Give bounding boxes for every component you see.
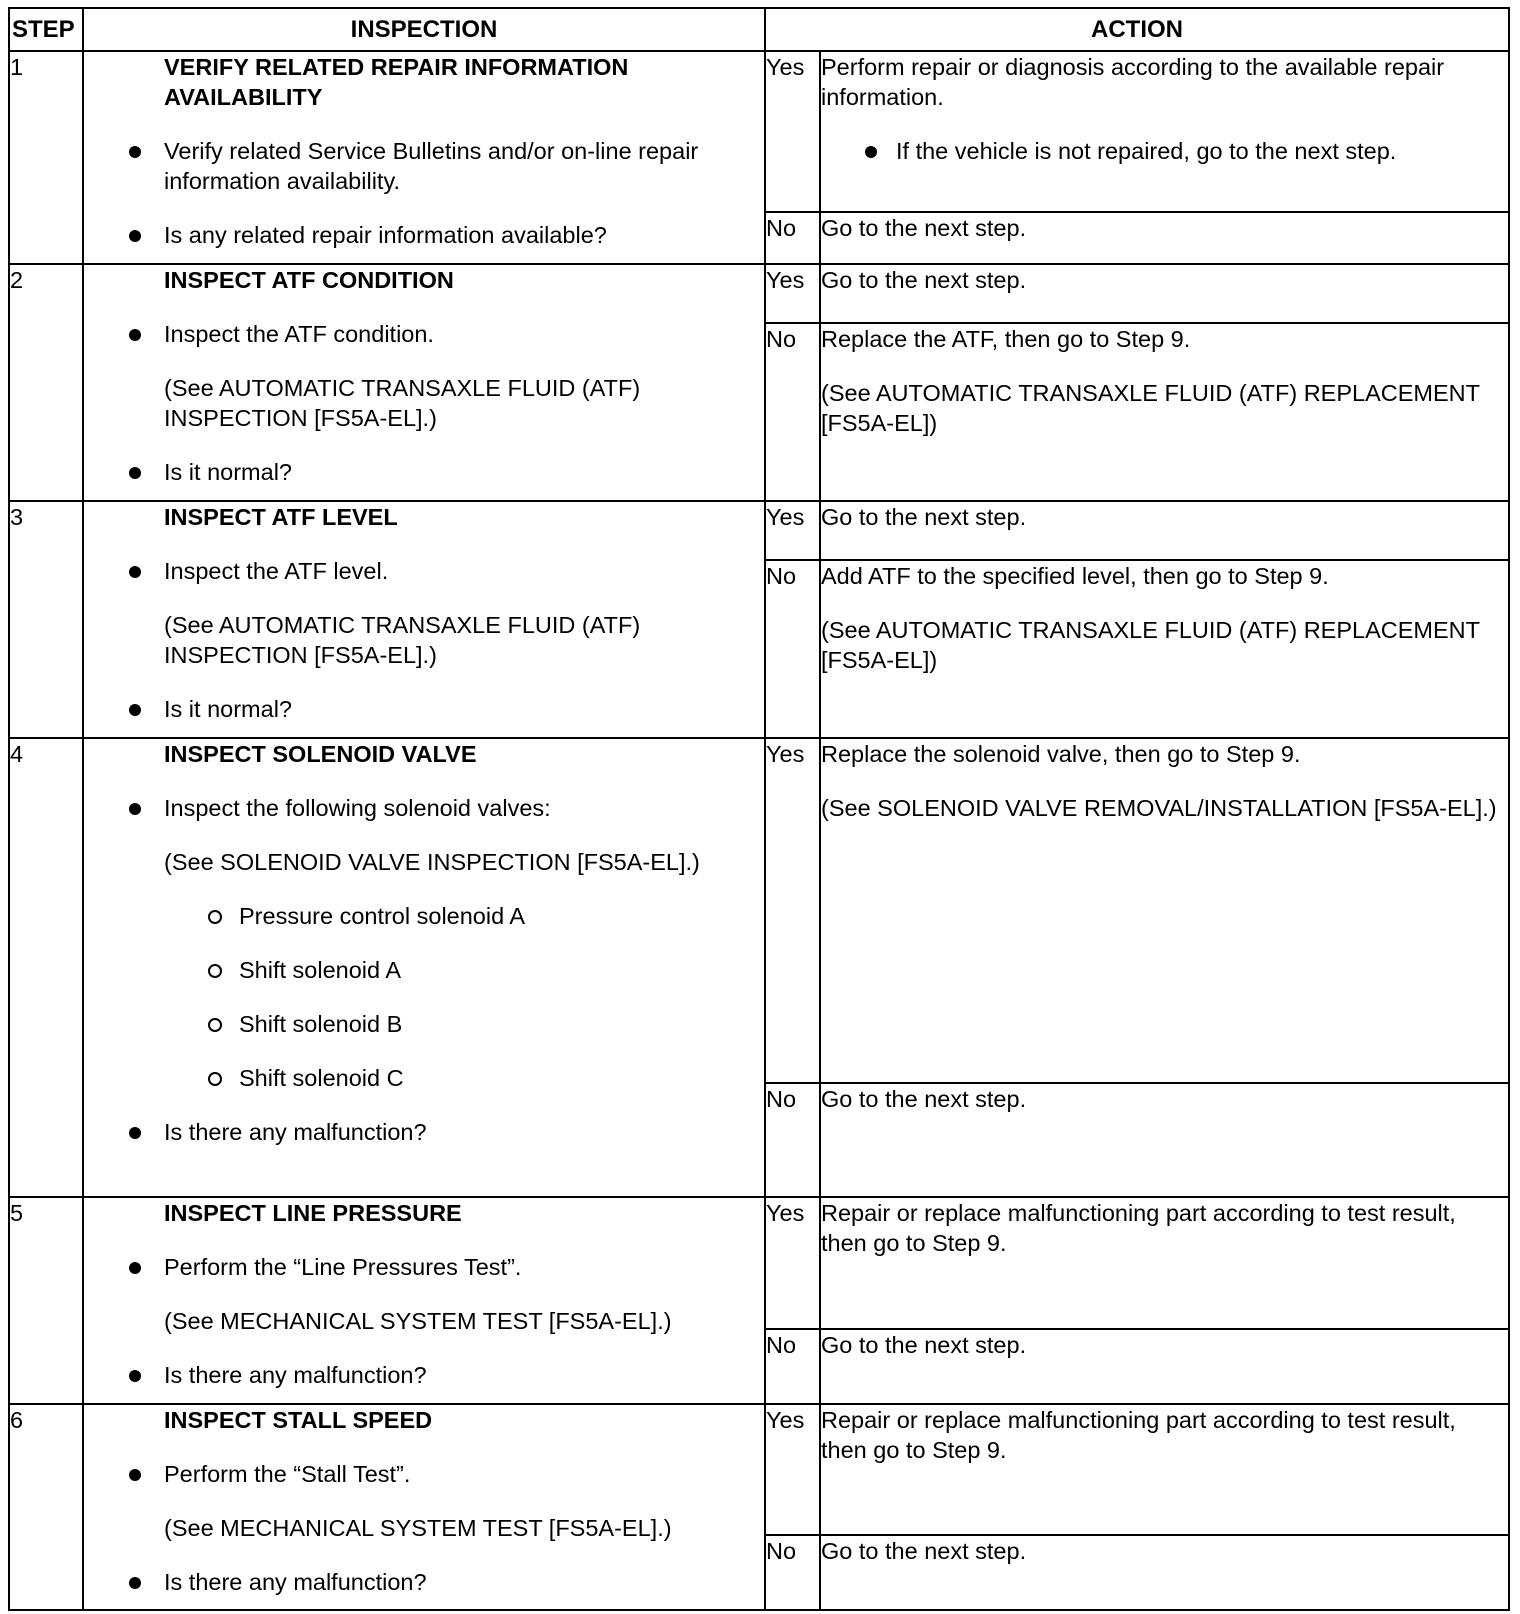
reference-text: (See AUTOMATIC TRANSAXLE FLUID (ATF) INSPECTION [FS5A-EL].) bbox=[164, 375, 641, 431]
inspection-question: Is any related repair information available? bbox=[164, 220, 764, 250]
sub-item: Shift solenoid B bbox=[239, 1009, 764, 1039]
no-action: Add ATF to the specified level, then go to Step 9. (See AUTOMATIC TRANSAXLE FLUID (ATF) REPLACEMENT [FS5A-EL]) bbox=[820, 560, 1509, 738]
step-2-yes-row bbox=[9, 264, 1509, 323]
step-5-yes-row bbox=[9, 1197, 1509, 1329]
inspection-bullet: Perform the “Line Pressures Test”. bbox=[164, 1252, 764, 1282]
bullet-icon bbox=[129, 329, 141, 341]
inspection-bullet: Inspect the ATF condition. bbox=[164, 319, 764, 349]
inspection-question: Is there any malfunction? bbox=[164, 1360, 764, 1390]
inspection-bullet: Inspect the ATF level. bbox=[164, 556, 764, 586]
step-number: 3 bbox=[9, 501, 83, 738]
yes-action: Perform repair or diagnosis according to the available repair information. If the vehicle is not repaired, go to the next step. bbox=[820, 51, 1509, 212]
step-1-inspection bbox=[83, 51, 765, 264]
bullet-icon bbox=[129, 1262, 141, 1274]
no-action: Go to the next step. bbox=[820, 212, 1509, 264]
reference-text: (See SOLENOID VALVE REMOVAL/INSTALLATION [FS5A-EL].) bbox=[821, 795, 1497, 821]
bullet-icon bbox=[129, 1469, 141, 1481]
yes-label: Yes bbox=[765, 1197, 820, 1329]
step-number: 2 bbox=[9, 264, 83, 501]
no-action: Go to the next step. bbox=[820, 1083, 1509, 1197]
yes-label: Yes bbox=[765, 1404, 820, 1535]
yes-action: Go to the next step. bbox=[820, 264, 1509, 323]
yes-action: Go to the next step. bbox=[820, 501, 1509, 560]
bullet-icon bbox=[129, 1127, 141, 1139]
step-2-inspection bbox=[83, 264, 765, 501]
no-label: No bbox=[765, 212, 820, 264]
no-label: No bbox=[765, 1535, 820, 1610]
yes-label: Yes bbox=[765, 264, 820, 323]
step-6-inspection bbox=[83, 1404, 765, 1610]
no-label: No bbox=[765, 1083, 820, 1197]
circle-bullet-icon bbox=[208, 1072, 222, 1086]
inspection-bullet: Verify related Service Bulletins and/or on-line repair information availability. bbox=[164, 136, 764, 196]
circle-bullet-icon bbox=[208, 1018, 222, 1032]
bullet-icon bbox=[129, 1577, 141, 1589]
bullet-icon bbox=[129, 566, 141, 578]
inspection-question: Is there any malfunction? bbox=[164, 1567, 764, 1597]
bullet-icon bbox=[129, 704, 141, 716]
inspection-question: Is it normal? bbox=[164, 457, 764, 487]
no-label: No bbox=[765, 560, 820, 738]
bullet-icon bbox=[129, 803, 141, 815]
reference-text: (See AUTOMATIC TRANSAXLE FLUID (ATF) REPLACEMENT [FS5A-EL]) bbox=[821, 617, 1480, 673]
inspection-question: Is it normal? bbox=[164, 694, 764, 724]
step-4-inspection bbox=[83, 738, 765, 1197]
step-number: 6 bbox=[9, 1404, 83, 1610]
step-1-yes-row bbox=[9, 51, 1509, 212]
yes-label: Yes bbox=[765, 738, 820, 1083]
circle-bullet-icon bbox=[208, 964, 222, 978]
diagnostic-procedure-document bbox=[8, 7, 1508, 1607]
no-action: Go to the next step. bbox=[820, 1535, 1509, 1610]
bullet-icon bbox=[129, 467, 141, 479]
yes-action: Repair or replace malfunctioning part according to test result, then go to Step 9. bbox=[820, 1197, 1509, 1329]
no-action: Replace the ATF, then go to Step 9. (See AUTOMATIC TRANSAXLE FLUID (ATF) REPLACEMENT [FS5A-EL]) bbox=[820, 323, 1509, 501]
sub-item: Shift solenoid A bbox=[239, 955, 764, 985]
step-title: VERIFY RELATED REPAIR INFORMATION AVAILABILITY bbox=[164, 54, 629, 110]
no-label: No bbox=[765, 1329, 820, 1404]
bullet-icon bbox=[129, 146, 141, 158]
diagnostic-table bbox=[8, 7, 1510, 1611]
step-3-yes-row bbox=[9, 501, 1509, 560]
reference-text: (See AUTOMATIC TRANSAXLE FLUID (ATF) REPLACEMENT [FS5A-EL]) bbox=[821, 380, 1480, 436]
step-4-yes-row bbox=[9, 738, 1509, 1083]
yes-action: Replace the solenoid valve, then go to Step 9. (See SOLENOID VALVE REMOVAL/INSTALLATION [FS5A-EL].) bbox=[820, 738, 1509, 1083]
step-number: 4 bbox=[9, 738, 83, 1197]
inspection-column-header: INSPECTION bbox=[83, 8, 765, 51]
sub-item: Shift solenoid C bbox=[239, 1063, 764, 1093]
no-label: No bbox=[765, 323, 820, 501]
bullet-icon bbox=[129, 1370, 141, 1382]
bullet-icon bbox=[865, 146, 877, 158]
action-bullet: If the vehicle is not repaired, go to the next step. bbox=[896, 136, 1508, 166]
step-title: INSPECT STALL SPEED bbox=[164, 1407, 433, 1433]
sub-item: Pressure control solenoid A bbox=[239, 901, 764, 931]
table-header-row bbox=[9, 8, 1509, 51]
yes-label: Yes bbox=[765, 51, 820, 212]
action-column-header: ACTION bbox=[765, 8, 1509, 51]
step-number: 5 bbox=[9, 1197, 83, 1404]
step-title: INSPECT ATF CONDITION bbox=[164, 267, 454, 293]
reference-text: (See SOLENOID VALVE INSPECTION [FS5A-EL].) bbox=[164, 849, 700, 875]
step-title: INSPECT SOLENOID VALVE bbox=[164, 741, 477, 767]
reference-text: (See MECHANICAL SYSTEM TEST [FS5A-EL].) bbox=[164, 1308, 672, 1334]
inspection-bullet: Perform the “Stall Test”. bbox=[164, 1459, 764, 1489]
no-action: Go to the next step. bbox=[820, 1329, 1509, 1404]
step-5-inspection bbox=[83, 1197, 765, 1404]
reference-text: (See MECHANICAL SYSTEM TEST [FS5A-EL].) bbox=[164, 1515, 672, 1541]
circle-bullet-icon bbox=[208, 910, 222, 924]
step-title: INSPECT ATF LEVEL bbox=[164, 504, 398, 530]
inspection-question: Is there any malfunction? bbox=[164, 1117, 764, 1147]
step-column-header: STEP bbox=[9, 8, 83, 51]
inspection-bullet: Inspect the following solenoid valves: bbox=[164, 793, 764, 823]
step-title: INSPECT LINE PRESSURE bbox=[164, 1200, 462, 1226]
step-6-yes-row bbox=[9, 1404, 1509, 1535]
yes-label: Yes bbox=[765, 501, 820, 560]
reference-text: (See AUTOMATIC TRANSAXLE FLUID (ATF) INSPECTION [FS5A-EL].) bbox=[164, 612, 641, 668]
step-number: 1 bbox=[9, 51, 83, 264]
step-3-inspection bbox=[83, 501, 765, 738]
bullet-icon bbox=[129, 230, 141, 242]
yes-action: Repair or replace malfunctioning part according to test result, then go to Step 9. bbox=[820, 1404, 1509, 1535]
